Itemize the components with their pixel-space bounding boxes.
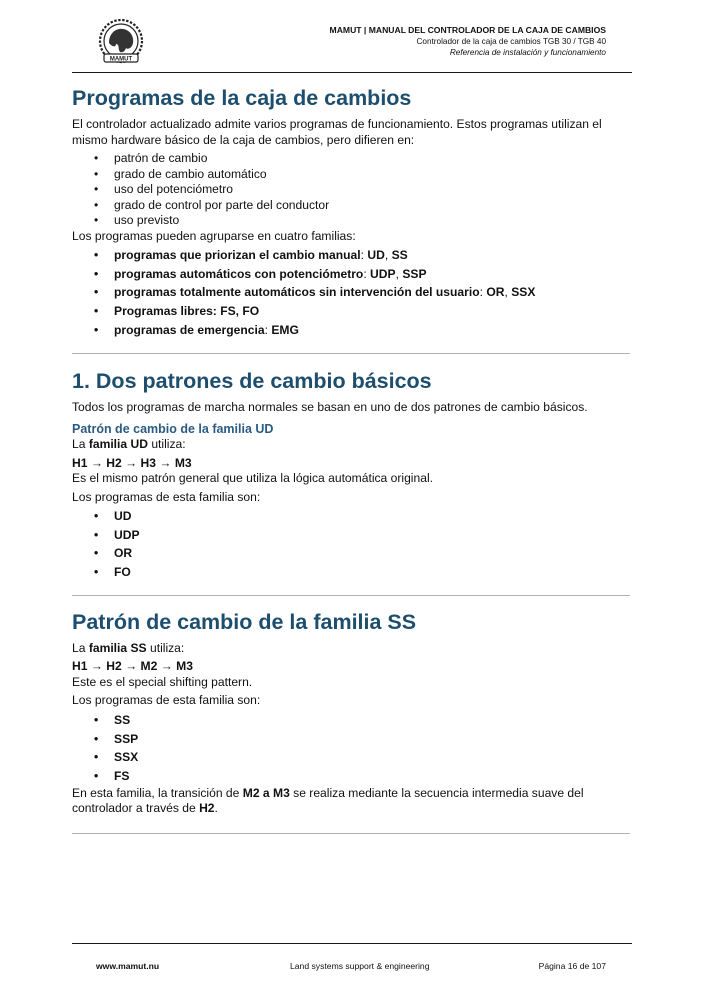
footer-website-link[interactable]: www.mamut.nu	[96, 961, 160, 971]
ud-description: Es el mismo patrón general que utiliza la lógica automática original.	[72, 471, 433, 486]
ss-programs-list	[72, 711, 632, 786]
ss-sequence: H1 → H2 → M2 → M3	[72, 659, 193, 674]
section-divider	[72, 353, 630, 354]
header-text-block	[330, 25, 606, 58]
list-item: • grado de control por parte del conductor	[94, 198, 632, 214]
footer-tagline: Land systems support & engineering	[290, 961, 430, 971]
family-item: • programas automáticos con potenciómetro: UDP, SSP	[94, 265, 632, 284]
header-title: MAMUT | MANUAL DEL CONTROLADOR DE LA CAJA DE CAMBIOS	[329, 25, 606, 35]
footer-page-number: Página 16 de 107	[538, 961, 606, 971]
ud-programs-intro: Los programas de esta familia son:	[72, 489, 261, 504]
family-item: • programas totalmente automáticos sin intervención del usuario: OR, SSX	[94, 283, 632, 302]
family-item: • programas de emergencia: EMG	[94, 321, 632, 340]
list-item: • OR	[94, 544, 632, 563]
ss-programs-intro: Los programas de esta familia son:	[72, 693, 261, 708]
ud-uses-line: La familia UD utiliza:	[72, 437, 186, 452]
ss-uses-line: La familia SS utiliza:	[72, 640, 185, 655]
list-item: • patrón de cambio	[94, 151, 632, 167]
basic-patterns-intro: Todos los programas de marcha normales se basan en uno de dos patrones de cambio básicos.	[72, 399, 588, 414]
section-title-programs: Programas de la caja de cambios	[72, 86, 412, 110]
ss-transition-note: En esta familia, la transición de M2 a M3 se realiza mediante la secuencia intermedia suave del controlador a través de H2.	[72, 785, 584, 816]
logo-text: MAMUT	[109, 56, 133, 63]
list-item: • uso del potenciómetro	[94, 182, 632, 198]
family-item: • Programas libres: FS, FO	[94, 302, 632, 321]
mamut-logo-icon	[96, 18, 146, 66]
section-title-ss-pattern: Patrón de cambio de la familia SS	[72, 609, 417, 634]
ud-family-subtitle: Patrón de cambio de la familia UD	[72, 422, 274, 437]
list-item: • UDP	[94, 526, 632, 545]
list-item: • uso previsto	[94, 213, 632, 229]
section-divider	[72, 595, 630, 596]
header-reference: Referencia de instalación y funcionamiento	[449, 48, 606, 57]
list-item: • FO	[94, 563, 632, 582]
ud-programs-list	[72, 507, 632, 582]
list-item: • SSP	[94, 730, 632, 749]
section-divider	[72, 833, 630, 834]
ss-description: Este es el special shifting pattern.	[72, 674, 253, 689]
page-content	[72, 80, 632, 834]
list-item: • UD	[94, 507, 632, 526]
list-item: • grado de cambio automático	[94, 167, 632, 183]
list-item: • SSX	[94, 748, 632, 767]
list-item: • SS	[94, 711, 632, 730]
programs-intro: El controlador actualizado admite varios programas de funcionamiento. Estos programas utilizan el mismo hardware básico de la caja de cambios, pero difieren en:	[72, 117, 602, 147]
differences-list	[72, 151, 632, 229]
page-header	[72, 16, 632, 73]
list-item: • FS	[94, 767, 632, 786]
families-list	[72, 246, 632, 340]
section-title-basic-patterns: 1. Dos patrones de cambio básicos	[72, 368, 432, 393]
header-subtitle: Controlador de la caja de cambios TGB 30 / TGB 40	[416, 37, 606, 46]
page-footer	[72, 943, 632, 974]
families-intro: Los programas pueden agruparse en cuatro familias:	[72, 228, 356, 243]
family-item: • programas que priorizan el cambio manual: UD, SS	[94, 246, 632, 265]
ud-sequence: H1 → H2 → H3 → M3	[72, 455, 192, 470]
